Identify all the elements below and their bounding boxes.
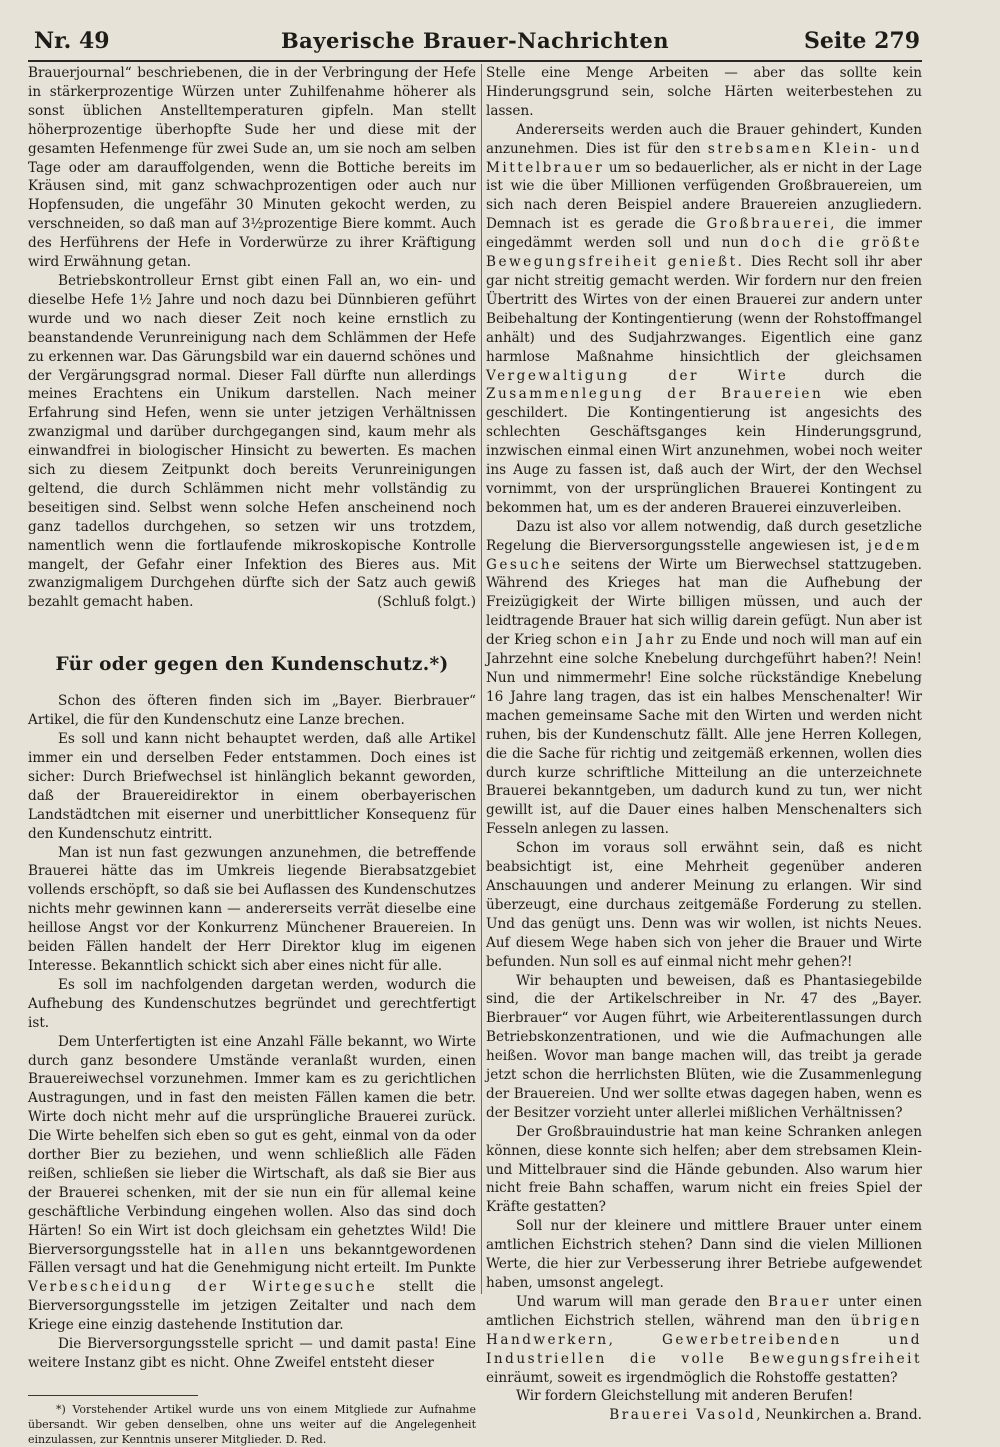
signature [486,1406,922,1425]
emphasis-text: allen [244,1241,291,1258]
emphasis-text: Verbescheidung der Wirtegesuche [28,1279,378,1296]
text-run: stellt die Bierversorgungsstelle im jetzigen Zeitalter und nach dem Kriege eine einzig dastehende Institution dar. [28,1279,477,1334]
paragraph: Die Bierversorgungsstelle spricht — und damit pasta! Eine weitere Instanz gibt es nicht. Ohne Zweifel entsteht dieser [28,1336,476,1371]
paragraph: Es soll im nachfolgenden dargetan werden, wodurch die Aufhebung des Kundenschutzes begründet und gerechtfertigt ist. [28,976,476,1031]
emphasis-text: doch die größte Bewegungsfreiheit genießt. [486,235,922,271]
page-number: Seite 279 [804,28,920,54]
footnote: *) Vorstehender Artikel wurde uns von einem Mitgliede zur Aufnahme übersandt. Wir geben denselben, ohne uns weiter auf die Angelegenheit einzulassen, zur Kenntnis unserer Mitglieder. D. Red. [28,1402,476,1446]
paragraph: Soll nur der kleinere und mittlere Brauer unter einem amtlichen Eichstrich stehen? Dann sind die vielen Millionen Werte, die hier zur Verbesserung ihrer Betriebe aufgewendet haben, umsonst angelegt. [486,1218,922,1291]
paragraph: Stelle eine Menge Arbeiten — aber das sollte kein Hinderungsgrund sein, solche Härten weiterbestehen zu lassen. [486,65,922,119]
text-run: Dies Recht soll ihr aber gar nicht streitig gemacht werden. Wir fordern nur den freien Übertritt des Wirtes von der einen Brauerei zur andern unter Beibehaltung der Kontingentierung (wenn der Rohstoffmangel anhält) und des Sudjahrzwanges. Eigentlich eine ganz harmlose Maßnahme hinsichtlich der gleichsamen [486,254,923,365]
text-run: wie eben geschildert. Die Kontingentierung ist angesichts des schlechten Geschäftsganges kein Hinderungsgrund, inzwischen einmal einen Wirt anzunehmen, wobei noch weiter ins Auge zu fassen ist, daß auch der Wirt, der den Wechsel vornimmt, von der ursprünglichen Brauerei Kontingent zu bekommen hat, um es der anderen Brauerei einzuverleiben. [486,386,922,516]
paragraph: Schon des öfteren finden sich im „Bayer. Bierbrauer“ Artikel, die für den Kundenschutz eine Lanze brechen. [28,693,476,729]
signature-name: Brauerei Vasold [609,1407,757,1424]
paragraph: Schon im voraus soll erwähnt sein, daß es nicht beabsichtigt ist, eine Mehrheit gegenüber anderen Anschauungen und anderer Meinung zu erlangen. Wir sind überzeugt, eine durchaus zeitgemäße Forderung zu stellen. Und das genügt uns. Denn was wir wollen, ist nichts Neues. Auf diesem Wege haben sich von jeher die Brauer und Wirte befunden. Nun soll es auf einmal nicht mehr gehen?! [486,840,922,970]
paragraph: Es soll und kann nicht behauptet werden, daß alle Artikel immer ein und derselben Feder entstammen. Doch eines ist sicher: Durch Briefwechsel ist hinlänglich bekannt geworden, daß der Brauereidirektor in einem oberbayerischen Landstädtchen mit eiserner und unerbittlicher Konsequenz für den Kundenschutz eintritt. [28,731,476,842]
paragraph [28,272,476,612]
text-run: Dazu ist also vor allem notwendig, daß durch gesetzliche Regelung die Bierversorgungsstelle angewiesen ist, [486,518,922,554]
left-column [28,64,477,1446]
text-run: Dem Unterfertigten ist eine Anzahl Fälle bekannt, wo Wirte durch ganz besondere Umstände veranlaßt wurden, einen Brauereiwechsel vorzunehmen. Immer kam es zu gerichtlichen Austragungen, und in fast den meisten Fällen kamen die betr. Wirte doch nicht mehr auf die ursprüngliche Brauerei zurück. Die Wirte behelfen sich eben so gut es geht, einmal von da oder dorther Bier zu beziehen, und wenn schließlich alle Fäden reißen, schließen sie lieber die Wirtschaft, als daß sie Bier aus der Brauerei schenken, mit der sie nun ein für allemal keine geschäftliche Verbindung eingehen wollen. Also das sind doch Härten! So ein Wirt ist doch gleichsam ein gehetztes Wild! Die Bierversorgungsstelle hat in [28,1033,476,1258]
emphasis-text: jedem Gesuche [486,537,922,573]
paragraph-text: Betriebskontrolleur Ernst gibt einen Fall an, wo ein- und dieselbe Hefe 1½ Jahre und noch dazu bei Dünnbieren geführt wurde und wo nach dieser Zeit noch keine ernstlich zu beanstandende Verunreinigung nach dem Schlämmen der Hefe zu erkennen war. Das Gärungsbild war ein dauernd schönes und der Vergärungsgrad normal. Dieser Fall dürfte nun allerdings meines Erachtens ein Unikum darstellen. Nach meiner Erfahrung sind Hefen, wenn sie unter jetzigen Verhältnissen zwanzigmal und darüber durchgegangen sind, kaum mehr als einwandfrei in biologischer Hinsicht zu bewerten. Es machen sich zu diesem Zeitpunkt doch bereits Verunreinigungen geltend, die durch Schlämmen nicht mehr vollständig zu beseitigen sind. Selbst wenn solche Hefen anscheinend noch ganz tadellos durchgehen, so setzen wir uns trotzdem, namentlich wenn die fortlaufende mikroskopische Kontrolle mangelt, der Gefahr einer Infektion des Bieres aus. Mit zwanzigmaligem Durchgehen dürfte sich der Satz auch gewiß bezahlt gemacht haben. [28,272,476,611]
page-header [28,24,922,62]
text-run: uns bekanntgewordenen Fällen versagt und hat die Genehmigung nicht erteilt. Im Punkte [28,1241,476,1277]
article-headline: Für oder gegen den Kundenschutz.*) [55,654,449,676]
emphasis-text: übrigen Handwerkern, Gewerbetreibenden und Industriellen die volle Bewegungsfreiheit [486,1312,923,1367]
text-run: zu Ende und noch will man auf ein Jahrzehnt eine solche Knebelung durchgeführt haben?! Nein! Nun und nimmermehr! Eine solche rückständige Knebelung 16 Jahre lang tragen, das ist ein halbes Menschenalter! Wir machen gemeinsame Sache mit den Wirten und werden nicht ruhen, bis der Kundenschutz fällt. Alle jene Herren Kollegen, die die Sache für richtig und zeitgemäß erkennen, wollen dies durch kurze schriftliche Mitteilung an die unterzeichnete Brauerei bekanntgeben, um dadurch kund zu tun, wer nicht gewillt ist, auf die Dauer eines halben Menschenalters sich Fesseln anlegen zu lassen. [486,632,922,838]
publication-title: Bayerische Brauer-Nachrichten [280,28,670,53]
paragraph: Wir fordern Gleichstellung mit anderen Berufen! [516,1388,854,1405]
column-divider [481,64,482,1294]
emphasis-text: ein Jahr [601,632,677,649]
text-run: um so bedauerlicher, als er nicht in der Lage ist wie die über Millionen verfügenden Großbrauereien, um sich nach deren Beispiel andere Brauereien anzugliedern. Demnach ist es gerade die [486,159,922,233]
emphasis-text: Brauer [767,1293,831,1310]
paragraph: Der Großbrauindustrie hat man keine Schranken anlegen können, diese konnte sich helfen; aber dem strebsamen Klein- und Mittelbrauer sind die Hände gebunden. Also warum hier nicht freie Bahn schaffen, warum nicht ein freies Spiel der Kräfte gestatten? [486,1123,922,1216]
paragraph: Brauerjournal“ beschriebenen, die in der Verbringung der Hefe in stärkerprozentige Würzen unter Zuhilfenahme höherer als sonst üblichen Anstelltemperaturen gipfeln. Man stellt höherprozentige überhopfte Sude her und diese mit der gesamten Hefenmenge für zwei Sude an, um sie noch am selben Tage oder am darauffolgenden, wenn die Bottiche bereits im Kräusen sind, mit ganz schwachprozentigen oder auch nur Hopfensuden, die ungefähr 30 Minuten gekocht werden, zu verschneiden, so daß man auf 3½prozentige Biere kommt. Auch des Herführens der Hefe in Vorderwürze zu ihrer Kräftigung wird Erwähnung getan. [28,65,476,271]
paragraph [486,1293,922,1388]
text-run: Andererseits werden auch die Brauer gehindert, Kunden anzunehmen. Dies ist für den [486,121,922,157]
text-run: einräumt, soweit es irgendmöglich die Rohstoffe gestatten? [486,1369,898,1386]
paragraph [486,121,922,518]
text-run: Und warum will man gerade den [516,1293,761,1310]
text-run: , die immer eingedämmt werden soll und nun [486,216,923,252]
emphasis-text: Vergewaltigung der Wirte [486,367,789,384]
text-run: durch die [824,367,922,384]
paragraph [486,518,922,839]
emphasis-text: strebsamen Klein- und Mittelbrauer [486,140,922,176]
emphasis-text: Großbrauerei [706,216,831,233]
paragraph: Wir behaupten und beweisen, daß es Phantasiegebilde sind, die der Artikelschreiber in Nr. 47 des „Bayer. Bierbrauer“ vor Augen führt, wie Arbeiterentlassungen durch Betriebskonzentrationen, und wie die Aufmachungen alle heißen. Wovor man bange machen will, das treibt ja gerade jetzt schon die herrlichsten Blüten, wie die Zusammenlegung der Brauereien. Und wer sollte etwas dagegen haben, wenn es der Besitzer vorzieht unter allerlei mißlichen Verhältnissen? [486,972,922,1121]
continuation-note: (Schluß folgt.) [377,594,476,611]
footnote-rule [28,1395,198,1396]
paragraph [28,1033,476,1336]
text-run: unter einen amtlichen Eichstrich stellen, während man den [486,1293,922,1329]
issue-number: Nr. 49 [34,28,110,54]
paragraph: Man ist nun fast gezwungen anzunehmen, die betreffende Brauerei hätte das im Umkreis liegende Bierabsatzgebiet vollends erschöpft, so daß sie bei Auflassen des Kundenschutzes nichts mehr gewinnen kann — andererseits verrät dieselbe eine heillose Angst vor der Konkurrenz Münchener Brauereien. In beiden Fällen handelt der Herr Direktor klug im eigenen Interesse. Bekanntlich schickt sich aber eines nicht für alle. [28,844,476,974]
right-column [486,64,923,1424]
emphasis-text: Zusammenlegung der Brauereien [486,386,824,403]
text-run: seitens der Wirte um Bierwechsel stattzugeben. Während des Krieges hat man die Aufhebung der Freizügigkeit der Wirte billigen müssen, und auch der leidtragende Brauer hat sich willig darein gefügt. Nun aber ist der Krieg schon [486,556,922,649]
signature-place: , Neunkirchen a. Brand. [756,1407,922,1424]
